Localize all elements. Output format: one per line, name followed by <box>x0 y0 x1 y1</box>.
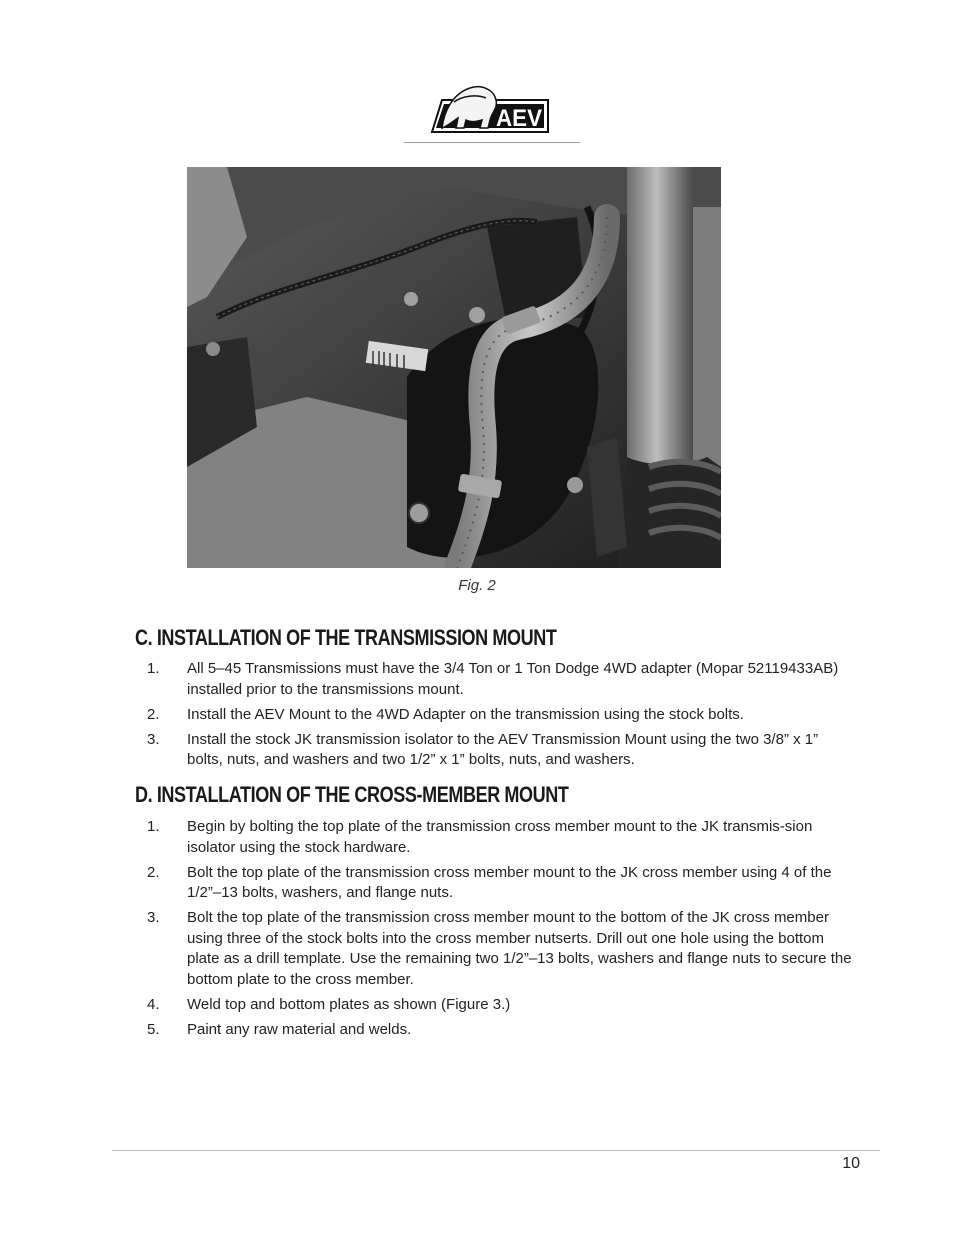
step-number: 5. <box>147 1020 160 1038</box>
step-text: Weld top and bottom plates as shown (Figure 3.) <box>187 995 511 1013</box>
section-title-cross-member-mount: D. INSTALLATION OF THE CROSS-MEMBER MOUNT <box>135 782 569 807</box>
list-item <box>147 995 857 1016</box>
step-number: 2. <box>147 705 160 723</box>
step-text: Bolt the top plate of the transmission cross member mount to the JK cross member using 4 of the 1/2”–13 bolts, washers, and flange nuts. <box>187 863 832 901</box>
cross-member-mount-steps <box>147 817 857 1045</box>
step-number: 4. <box>147 995 160 1013</box>
list-item <box>147 863 857 904</box>
step-text: Install the AEV Mount to the 4WD Adapter on the transmission using the stock bolts. <box>187 705 744 723</box>
figure-caption: Fig. 2 <box>458 577 496 594</box>
list-item <box>147 730 857 771</box>
figure-photo <box>187 167 721 568</box>
step-number: 3. <box>147 730 160 748</box>
step-text: Install the stock JK transmission isolator to the AEV Transmission Mount using the two 3/8” x 1” bolts, nuts, and washers and two 1/2” x 1” bolts, nuts, and washers. <box>187 730 819 768</box>
list-item <box>147 1020 857 1041</box>
logo-divider <box>404 142 580 143</box>
bear-logo-icon <box>428 82 552 144</box>
step-number: 3. <box>147 909 160 926</box>
section-title-transmission-mount: C. INSTALLATION OF THE TRANSMISSION MOUNT <box>135 625 557 650</box>
logo-text: AEV <box>496 105 542 132</box>
list-item <box>147 659 857 700</box>
engine-bay-photo <box>187 167 721 568</box>
step-number: 1. <box>147 660 160 677</box>
transmission-mount-steps <box>147 659 857 775</box>
step-text: Bolt the top plate of the transmission cross member mount to the bottom of the JK cross member using three of the stock bolts into the cross member nutserts. Drill out one hole using the bottom plate as a drill template. Use the remaining two 1/2”–13 bolts, washers and flange nuts to secure the bottom plate to the cross member. <box>187 909 852 988</box>
step-number: 1. <box>147 818 160 835</box>
step-number: 2. <box>147 863 160 881</box>
step-text: All 5–45 Transmissions must have the 3/4 Ton or 1 Ton Dodge 4WD adapter (Mopar 52119433AB) installed prior to the transmissions mount. <box>187 660 839 698</box>
list-item <box>147 705 857 726</box>
footer-divider <box>112 1150 880 1151</box>
list-item <box>147 908 857 990</box>
page-number: 10 <box>842 1155 860 1172</box>
step-text: Paint any raw material and welds. <box>187 1020 412 1038</box>
aev-logo <box>428 82 552 144</box>
list-item <box>147 817 857 858</box>
step-text: Begin by bolting the top plate of the transmission cross member mount to the JK transmis-sion isolator using the stock hardware. <box>187 818 813 856</box>
